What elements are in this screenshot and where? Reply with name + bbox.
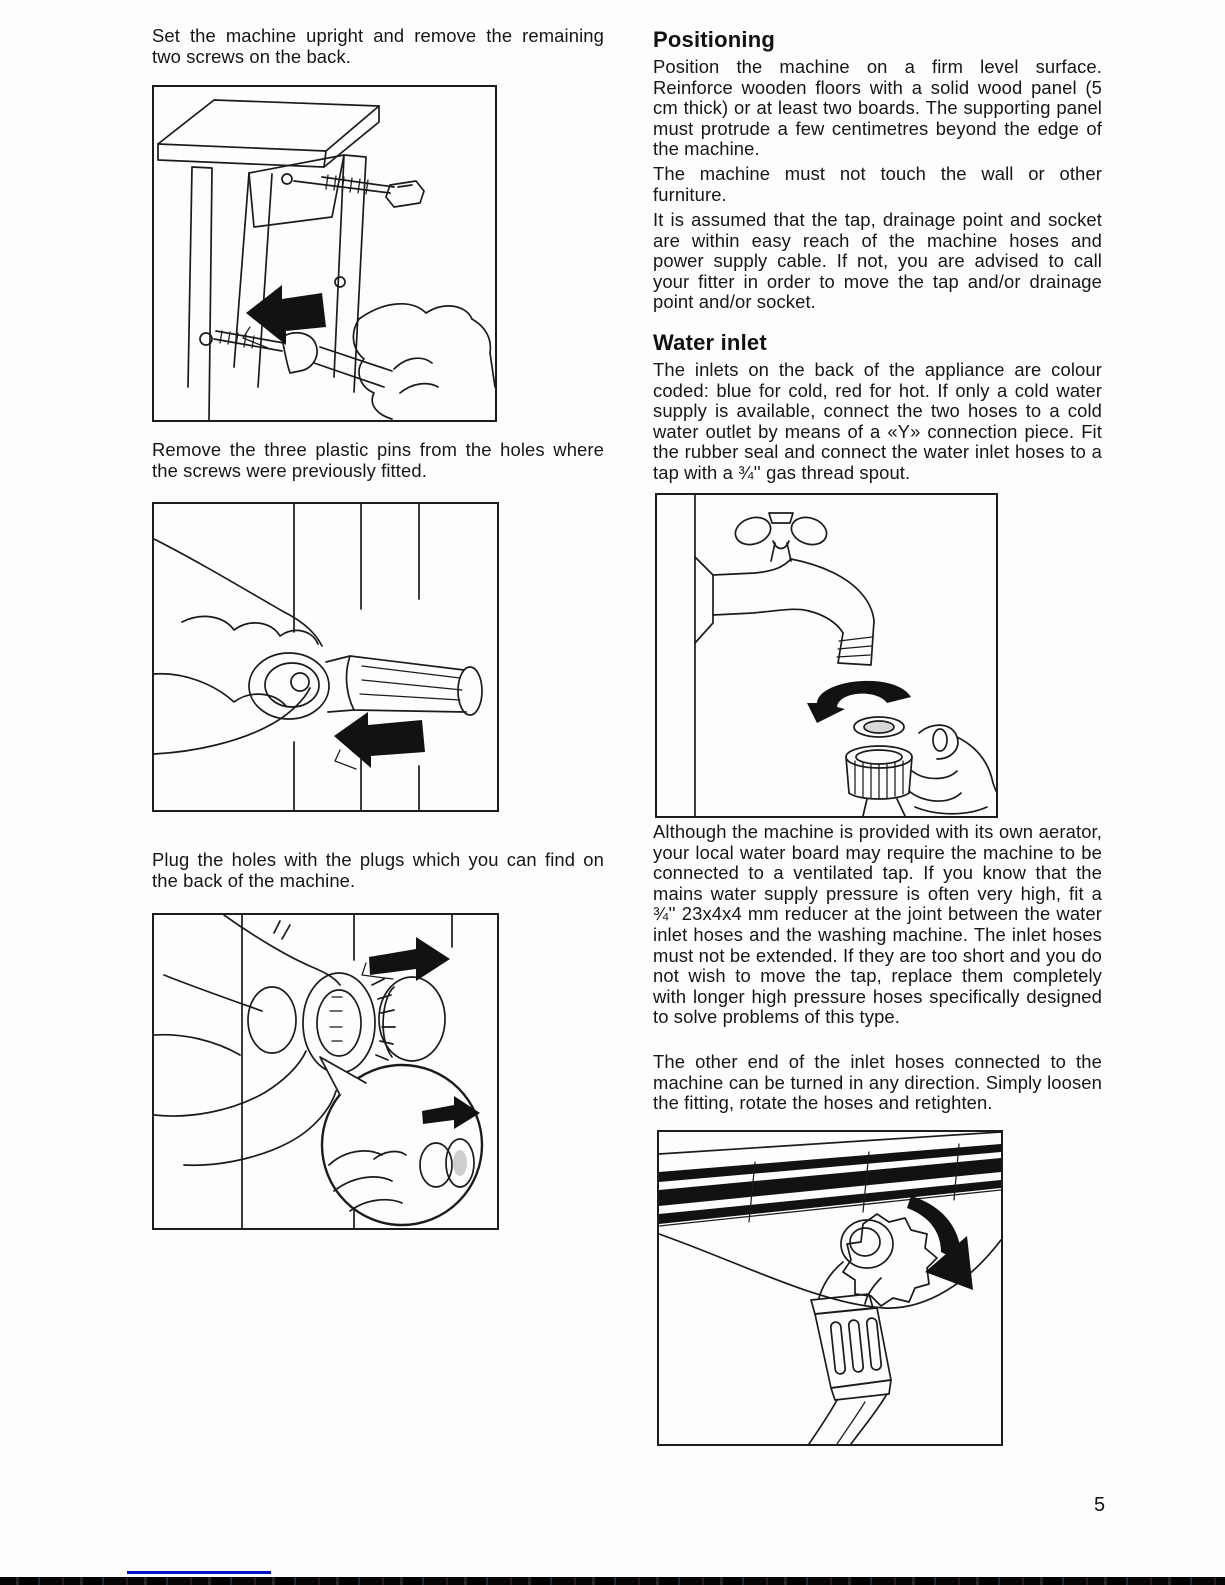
paragraph: Although the machine is provided with its own aerator, your local water board may require the machine to be connected to a ventilated tap. If you know that the mains water supply pressure is often very high, fit a ¾'' 23x4x4 mm reducer at the joint between the water inlet hoses and the washing machine. The inlet hoses must not be extended. If they are too short and you do not wish to move the tap, replace them completely with longer high pressure hoses specifically designed to solve problems of this type. (653, 821, 1102, 1028)
arrow-right-icon (369, 937, 450, 981)
positioning-paragraph-1 (653, 57, 1102, 160)
paragraph: The inlets on the back of the appliance are colour coded: blue for cold, red for hot. If only a cold water supply is available, connect the two hoses to a cold water outlet by means of a «Y» connection piece. Fit the rubber seal and connect the water inlet hoses to a tap with a ¾'' gas thread spout. (653, 359, 1102, 483)
water-inlet-paragraph-3 (653, 1052, 1102, 1114)
arrow-left-icon (246, 285, 326, 345)
paragraph: Set the machine upright and remove the remaining two screws on the back. (152, 25, 604, 67)
arrow-left-icon (334, 712, 425, 768)
scan-artifact-bottom-edge (0, 1577, 1225, 1585)
paragraph: Position the machine on a firm level surface. Reinforce wooden floors with a solid wood panel (5 cm thick) or at least two boards. The supporting panel must protrude a few centimetres beyond the edge of the machine. (653, 56, 1102, 160)
tap-hose-connection-illustration (657, 495, 996, 816)
step-text-remove-pins (152, 440, 604, 481)
positioning-paragraph-2 (653, 164, 1102, 205)
figure-tap-connection (655, 493, 998, 818)
paragraph: It is assumed that the tap, drainage point and socket are within easy reach of the machine hoses and power supply cable. If not, you are advised to call your fitter in order to move the tap and/or drainage point and/or socket. (653, 209, 1102, 313)
paragraph: The machine must not touch the wall or other furniture. (653, 163, 1102, 205)
hole-plug-insertion-illustration (154, 915, 497, 1228)
paragraph: Remove the three plastic pins from the holes where the screws were previously fitted. (152, 439, 604, 481)
water-inlet-paragraph-1 (653, 360, 1102, 484)
section-heading-positioning: Positioning (653, 27, 775, 52)
figure-insert-plug (152, 913, 499, 1230)
section-heading-water-inlet: Water inlet (653, 330, 767, 355)
paragraph: The other end of the inlet hoses connected to the machine can be turned in any direction. Simply loosen the fitting, rotate the hoses and retighten. (653, 1051, 1102, 1114)
figure-remove-pin (152, 502, 499, 812)
positioning-paragraph-3 (653, 210, 1102, 313)
paragraph: Plug the holes with the plugs which you can find on the back of the machine. (152, 849, 604, 891)
figure-rotate-hose (657, 1130, 1003, 1446)
hose-fitting-rotation-illustration (659, 1132, 1001, 1444)
step-text-remove-screws (152, 26, 604, 67)
water-inlet-paragraph-2 (653, 822, 1102, 1028)
plastic-pin-removal-illustration (154, 504, 497, 810)
scan-artifact-blue-line (127, 1571, 271, 1574)
rubber-seal-rotate-arrow-icon (807, 681, 911, 723)
page-number: 5 (1094, 1494, 1106, 1516)
step-text-plug-holes (152, 850, 604, 891)
machine-back-screw-removal-illustration (154, 87, 495, 420)
figure-remove-screws (152, 85, 497, 422)
